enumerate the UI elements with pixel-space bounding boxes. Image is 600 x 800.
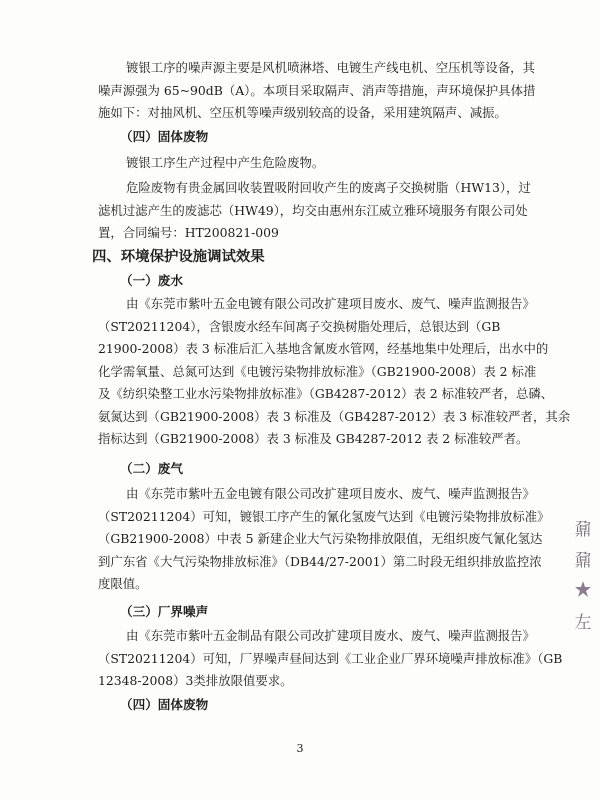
text-line: 指标达到（GB21900-2008）表 3 标准及 GB4287-2012 表 2 标准较严者。 <box>98 431 529 446</box>
text-line: 置，合同编号：HT200821-009 <box>98 225 279 240</box>
text-line: （ST20211204），含银废水经车间离子交换树脂处理后，总银达到（GB <box>98 318 501 334</box>
solid-waste-heading-2: （四）固体废物 <box>120 697 209 712</box>
text-line: 氨氮达到（GB21900-2008）表 3 标准及（GB4287-2012）表 3 标准较严者，其余 <box>98 408 571 424</box>
chapter-heading: 四、环境保护设施调试效果 <box>92 248 265 265</box>
text-line: 21900-2008）表 3 标准后汇入基地含氰废水管网，经基地集中处理后，出水中的 <box>98 341 549 356</box>
star-icon <box>574 580 592 598</box>
text-line: 滤机过滤产生的废滤芯（HW49），均交由惠州东江威立雅环境服务有限公司处 <box>98 202 528 218</box>
text-line: 镀银工序的噪声源主要是风机喷淋塔、电镀生产线电机、空压机等设备，其 <box>126 60 535 75</box>
text-line: 化学需氧量、总氮可达到《电镀污染物排放标准》（GB21900-2008）表 2 标准 <box>98 363 537 379</box>
text-line: 镀银工序生产过程中产生危险废物。 <box>126 155 325 170</box>
noise-source-paragraph <box>98 57 536 125</box>
noise-paragraph <box>98 625 563 693</box>
text-line: （ST20211204）可知，镀银工序产生的氰化氢废气达到《电镀污染物排放标准》 <box>98 508 550 524</box>
seal-star-icon <box>572 580 594 603</box>
text-line: 由《东莞市紫叶五金电镀有限公司改扩建项目废水、废气、噪声监测报告》 <box>126 296 535 311</box>
seal-mark: 左 <box>574 613 592 633</box>
text-line: 12348-2008）3类排放限值要求。 <box>98 673 293 688</box>
text-line: 及《纺织染整工业水污染物排放标准》（GB4287-2012）表 2 标准较严者，总磷、 <box>98 386 554 401</box>
seal-mark: 鼐 <box>574 520 592 540</box>
text-line: （ST20211204）可知，厂界噪声昼间达到《工业企业厂界环境噪声排放标准》（GB <box>98 650 563 666</box>
text-line: 危险废物有贵金属回收装置吸附回收产生的废离子交换树脂（HW13），过 <box>126 180 531 195</box>
text-line: 噪声源强为 65~90dB（A）。本项目采取隔声、消声等措施，声环境保护具体措 <box>98 82 536 98</box>
text-line: 施如下：对抽风机、空压机等噪声级别较高的设备，采用建筑隔声、减振。 <box>98 105 507 120</box>
text-line: 由《东莞市紫叶五金电镀有限公司改扩建项目废水、废气、噪声监测报告》 <box>126 486 535 501</box>
page-number: 3 <box>296 742 304 755</box>
solid-waste-heading: （四）固体废物 <box>120 129 209 144</box>
seal-mark: 鼐 <box>574 551 592 571</box>
wastewater-paragraph <box>98 293 571 451</box>
text-line: （GB21900-2008）中表 5 新建企业大气污染物排放限值，无组织废气氰化氢达 <box>98 531 543 546</box>
text-line: 由《东莞市紫叶五金制品有限公司改扩建项目废水、废气、噪声监测报告》 <box>126 628 535 643</box>
exhaust-paragraph <box>98 483 550 596</box>
text-line: 到广东省《大气污染物排放标准》（DB44/27-2001）第二时段无组织排放监控浓 <box>98 553 542 569</box>
wastewater-heading: （一）废水 <box>120 273 183 288</box>
noise-heading: （三）厂界噪声 <box>120 604 209 619</box>
exhaust-heading: （二）废气 <box>120 461 183 476</box>
solid-waste-paragraph-1 <box>98 152 518 175</box>
text-line: 度限值。 <box>98 576 148 591</box>
solid-waste-paragraph-2 <box>98 177 531 245</box>
